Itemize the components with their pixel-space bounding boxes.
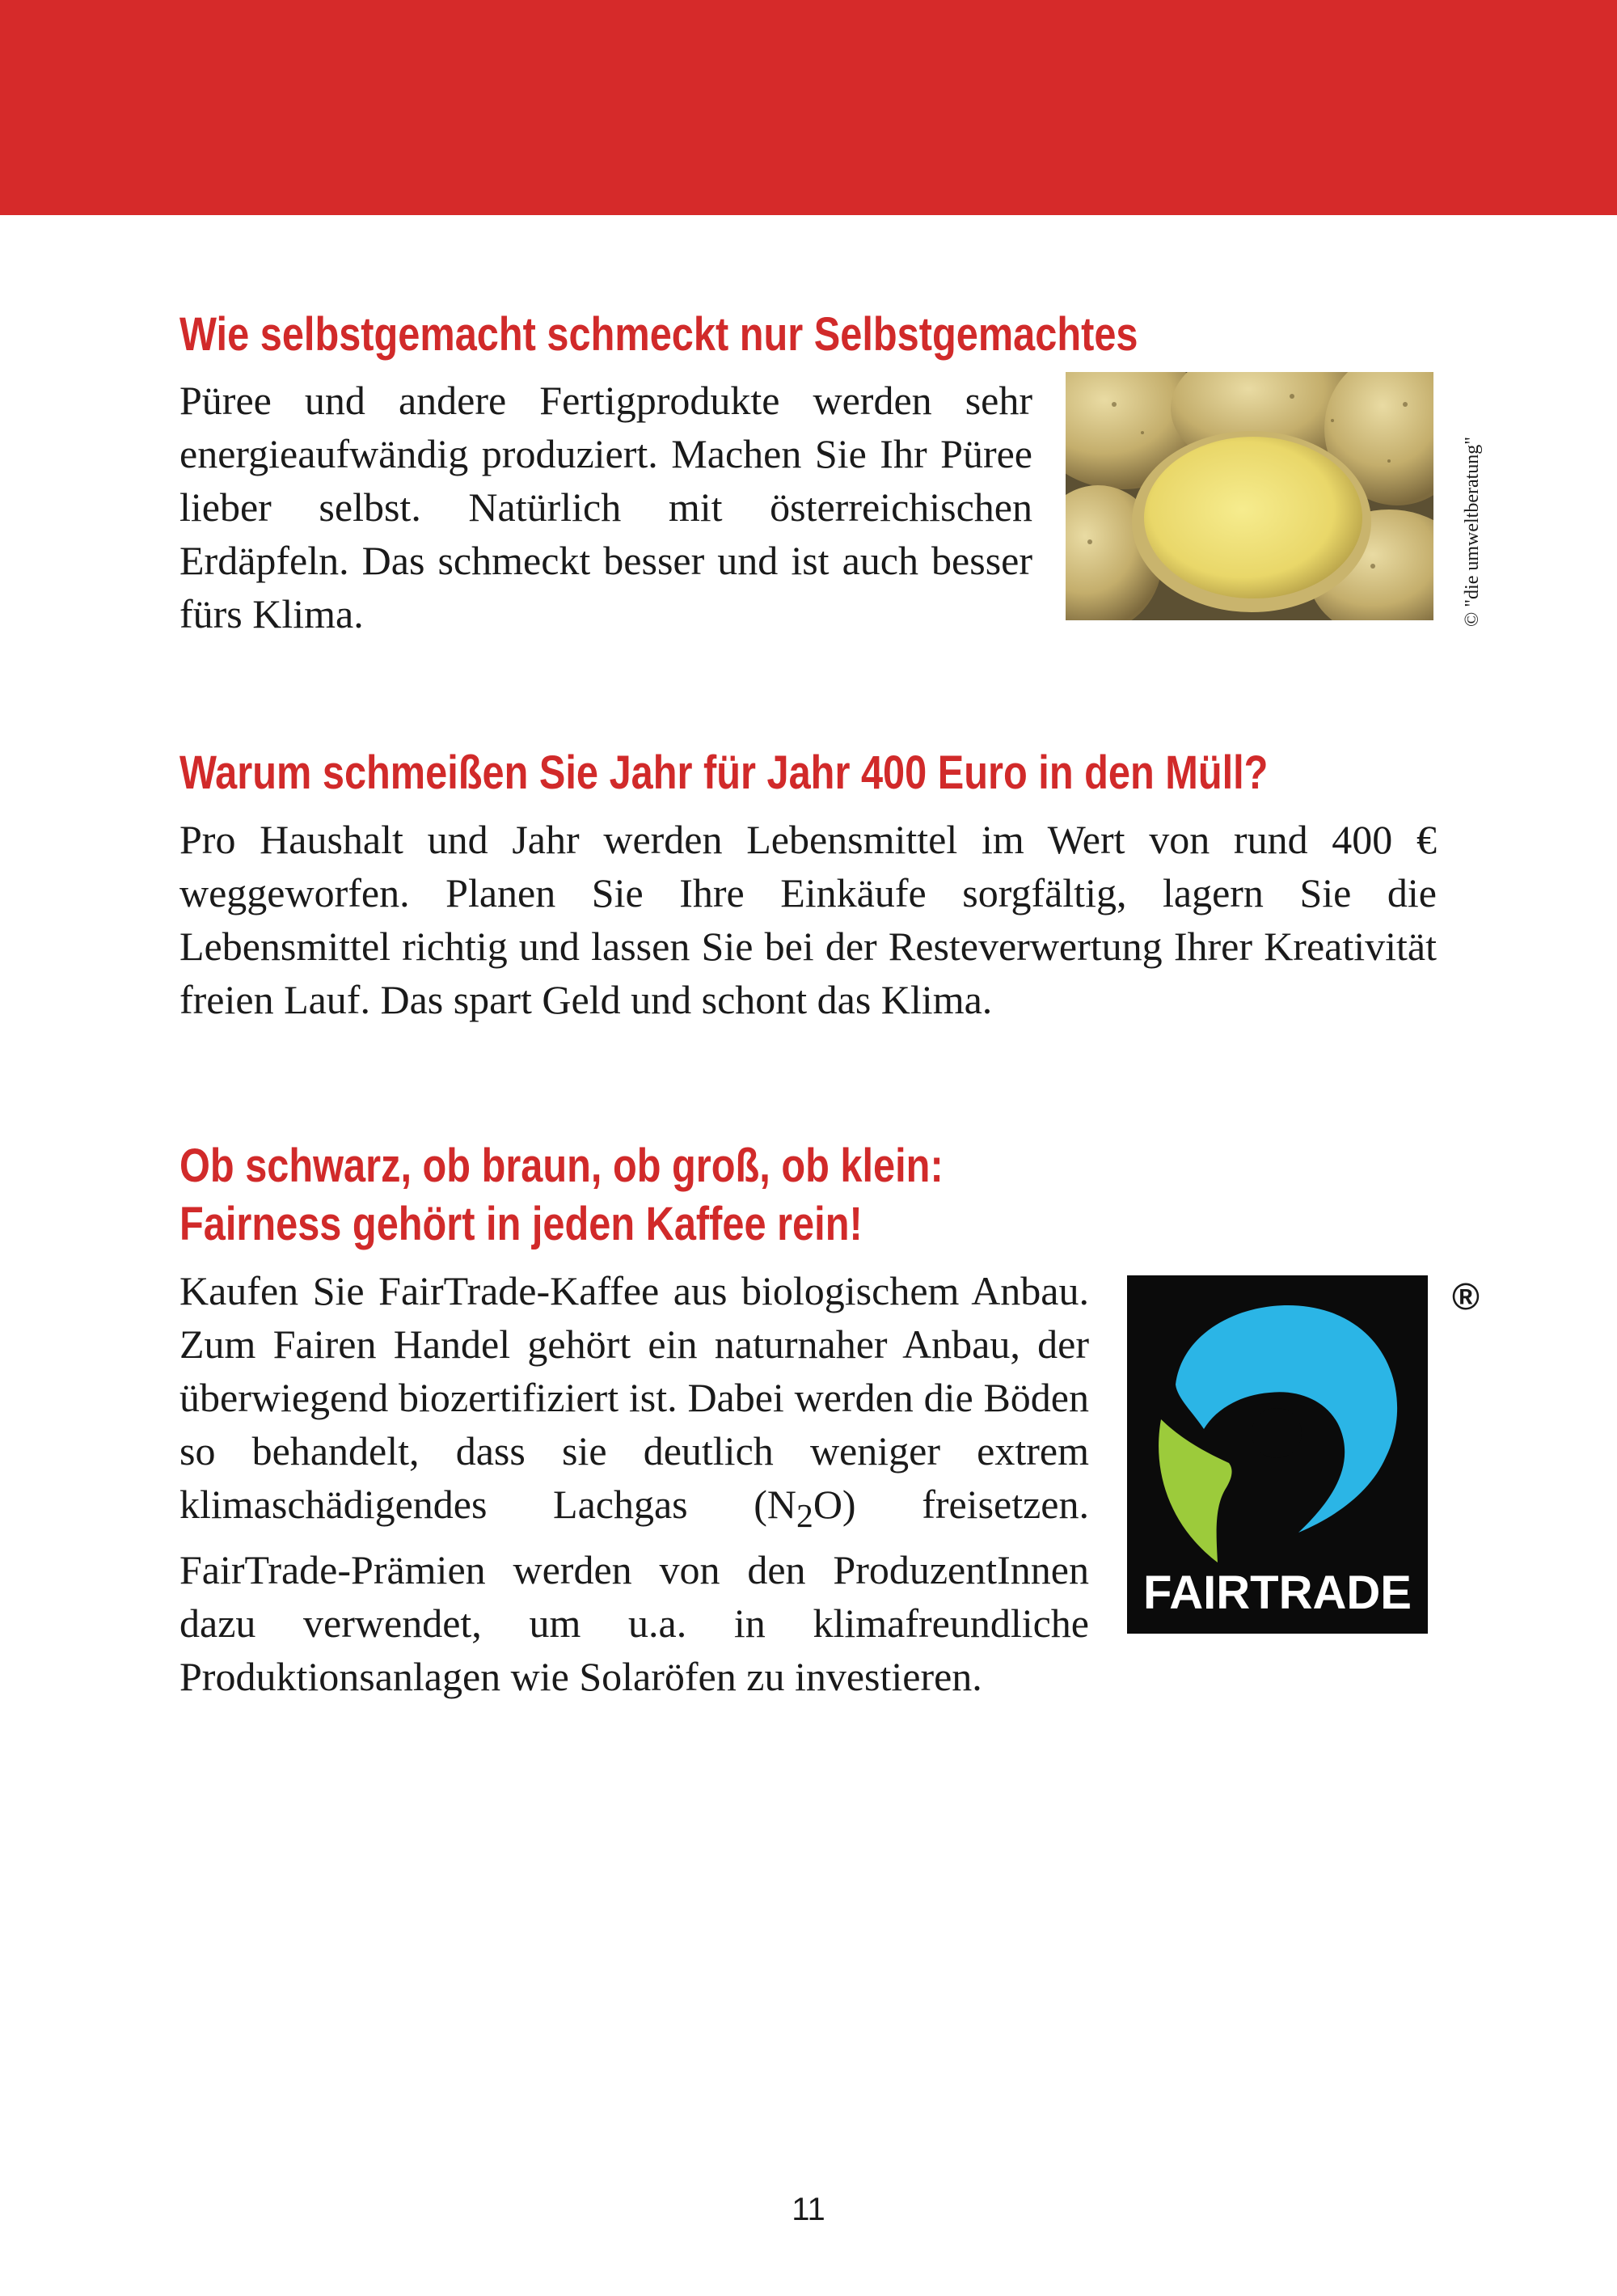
- section-3-body: [179, 1264, 1089, 1703]
- subscript-2: 2: [796, 1498, 813, 1535]
- section-3-heading-line-2: Fairness gehört in jeden Kaffee rein!: [179, 1198, 863, 1250]
- page-number: 11: [792, 2192, 825, 2227]
- top-color-band: [0, 0, 1617, 215]
- fairtrade-logo-text: FAIRTRADE: [1143, 1567, 1412, 1619]
- image-credit: © "die umweltberatung": [1462, 436, 1483, 627]
- registered-trademark-icon: ®: [1452, 1275, 1480, 1317]
- section-1-heading: Wie selbstgemacht schmeckt nur Selbstgemachtes: [179, 308, 1138, 361]
- section-3-heading-line-1: Ob schwarz, ob braun, ob groß, ob klein:: [179, 1140, 944, 1192]
- potato-photo: [1066, 372, 1433, 620]
- section-3-body-text-2: O) freisetzen. FairTrade-Prämien werden von den ProduzentInnen dazu verwendet, um u.a. in klimafreundliche Produktionsanlagen wie Solaröfen zu investieren.: [179, 1482, 1090, 1699]
- section-3-body-text-1: Kaufen Sie FairTrade-Kaffee aus biologischem Anbau. Zum Fairen Handel gehört ein naturnaher Anbau, der überwiegend biozertifiziert ist. Dabei werden die Böden so behandelt, dass sie deutlich weniger extrem klimaschädigendes Lachgas (N: [179, 1268, 1089, 1527]
- section-2-body: Pro Haushalt und Jahr werden Lebensmittel im Wert von rund 400 € weggeworfen. Planen Sie Ihre Einkäufe sorgfältig, lagern Sie die Lebensmittel richtig und lassen Sie bei der Resteverwertung Ihrer Kreativität freien Lauf. Das spart Geld und schont das Klima.: [179, 817, 1437, 1022]
- section-1-body: Püree und andere Fertigprodukte werden sehr energieaufwändig produziert. Machen Sie Ihr Püree lieber selbst. Natürlich mit österreichischen Erdäpfeln. Das schmeckt besser und ist auch besser fürs Klima.: [179, 378, 1032, 636]
- section-2-heading: Warum schmeißen Sie Jahr für Jahr 400 Euro in den Müll?: [179, 746, 1269, 799]
- fairtrade-logo: [1127, 1275, 1428, 1634]
